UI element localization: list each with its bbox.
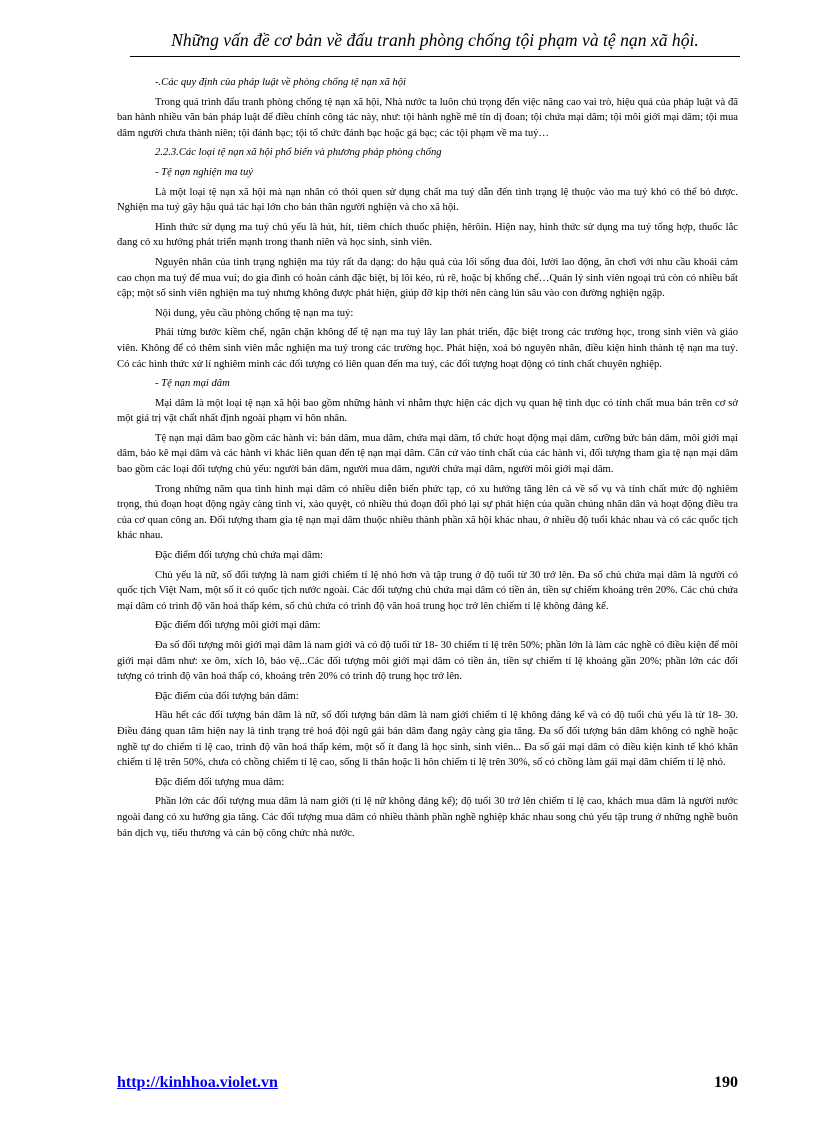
paragraph: Đa số đối tượng môi giới mại dâm là nam giới và có độ tuổi từ 18- 30 chiếm tỉ lệ trên 50%; phần lớn là làm các nghề có điều kiện để môi giới mại dâm như: xe ôm, xích lô, bảo vệ...Các đối tượng môi giới mại dâm có tiền án, tiền sự chiếm tỉ lệ khoảng gần 20%; phần lớn các đối tượng có trình độ văn hoá thấp có, khoảng trên 20% có trình độ trung học trở lên.: [117, 640, 738, 683]
section-heading: -.Các quy định của pháp luật về phòng chống tệ nạn xã hội: [155, 77, 406, 88]
website-link[interactable]: http://kinhhoa.violet.vn: [117, 1074, 278, 1091]
page-number: 190: [714, 1074, 738, 1091]
paragraph: Nội dung, yêu cầu phòng chống tệ nạn ma tuý:: [155, 307, 354, 319]
page-header: [130, 30, 740, 57]
paragraph: Đặc điểm đối tượng chủ chứa mại dâm:: [155, 550, 323, 562]
paragraph: Trong những năm qua tình hình mại dâm có nhiều diễn biến phức tạp, có xu hướng tăng lên cả về số vụ và tính chất mức độ nghiêm trọng, thủ đoạn hoạt động ngày càng tinh vi, xảo quyệt, có nhiều thủ đoạn đối phó lại sự phát hiện của quần chúng nhân dân và hoạt động điều tra của cơ quan công an. Đối tượng tham gia tệ nạn mại dâm thuộc nhiều thành phần xã hội khác nhau, ở nhiều độ tuổi khác nhau và có các quốc tịch khác nhau.: [117, 483, 738, 542]
paragraph: Phần lớn các đối tượng mua dâm là nam giới (tỉ lệ nữ không đáng kể); độ tuổi 30 trở lên chiếm tỉ lệ cao, khách mua dâm là người nước ngoài đang có xu hướng gia tăng. Các đối tượng mua dâm có nhiều thành phần nghề nghiệp khác nhau song chủ yếu tập trung ở những nghề buôn bán dịch vụ, tiểu thương và cán bộ công chức nhà nước.: [117, 796, 738, 839]
document-body: [117, 75, 738, 845]
section-heading: 2.2.3.Các loại tệ nạn xã hội phổ biến và phương pháp phòng chống: [155, 147, 442, 159]
paragraph: Hầu hết các đối tượng bán dâm là nữ, số đối tượng bán dâm là nam giới chiếm tỉ lệ không đáng kể và có độ tuổi chủ yếu là từ 18- 30. Điều đáng quan tâm hiện nay là tình trạng trẻ hoá đội ngũ gái bán dâm đang ngày càng gia tăng. Đa số đối tượng bán dâm không có nghề hoặc nghề tự do chiếm tỉ lệ cao, trình độ văn hoá thấp kém, một số ít đang là học sinh, sinh viên... Đa số gái mại dâm có điều kiện kinh tế khó khăn chiếm tỉ lệ trên 50%, chưa có chồng chiếm tỉ lệ cao, sống li thân hoặc li hôn chiếm tỉ lệ trên 30%, số có chồng làm gái mại dâm chiếm tỉ lệ nhỏ.: [117, 710, 738, 769]
paragraph: Chủ yếu là nữ, số đối tượng là nam giới chiếm tỉ lệ nhỏ hơn và tập trung ở độ tuổi từ 30 trở lên. Đa số chủ chứa mại dâm là người có quốc tịch Việt Nam, một số ít có quốc tịch nước ngoài. Các đối tượng chủ chứa mại dâm có tiền án, tiền sự chiếm khoảng trên 20%. Các chủ chứa mại dâm có trình độ văn hoá thấp kém, số chủ chứa có trình độ văn hoá trung học trở lên chiếm tỉ lệ không đáng kể.: [117, 569, 738, 612]
paragraph: Mại dâm là một loại tệ nạn xã hội bao gồm những hành vi nhằm thực hiện các dịch vụ quan hệ tình dục có tính chất mua bán trên cơ sở một giá trị vật chất nhất định ngoài phạm vi hôn nhân.: [117, 397, 738, 425]
paragraph: Trong quá trình đấu tranh phòng chống tệ nạn xã hội, Nhà nước ta luôn chú trọng đến việc nâng cao vai trò, hiệu quả của pháp luật và đã ban hành nhiều văn bản pháp luật để điều chỉnh công tác này, như: tội hành nghề mê tín dị đoan; tội chứa mại dâm; tội môi giới mại dâm; tội mua dâm người chưa thành niên; tội đánh bạc; tội tổ chức đánh bạc hoặc gá bạc; các tội phạm về ma tuý…: [117, 96, 738, 139]
paragraph: Nguyên nhân của tình trạng nghiện ma túy rất đa dạng: do hậu quả của lối sống đua đòi, lười lao động, ăn chơi với nhu cầu khoái cảm cao chọn ma tuý để mua vui; do gia đình có hoàn cảnh đặc biệt, bị lôi kéo, rủ rê, hoặc bị khống chế…Quản lý sinh viên ngoại trú còn có nhiều bất cập; một số sinh viên nghiện ma tuý nhưng không được phát hiện, giúp đỡ kịp thời nên càng lún sâu vào con đường nghiện ngập.: [117, 256, 738, 300]
paragraph: Đặc điểm đối tượng môi giới mại dâm:: [155, 620, 321, 632]
paragraph: Phải từng bước kiềm chế, ngăn chặn không để tệ nạn ma tuý lây lan phát triển, đặc biệt trong các trường học, trong sinh viên và giáo viên. Không để có thêm sinh viên mắc nghiện ma tuý trong các trường học. Phát hiện, xoá bỏ nguyên nhân, điều kiện hình thành tệ nạn ma tuý. Có các hình thức xử lí nghiêm minh các đối tượng có liên quan đến ma tuý, các đối tượng hoạt động có tính chất chuyên nghiệp.: [117, 327, 738, 370]
paragraph: Đặc điểm đối tượng mua dâm:: [155, 776, 285, 788]
header-title: Những vấn đề cơ bản về đấu tranh phòng chống tội phạm và tệ nạn xã hội.: [171, 30, 699, 50]
page-footer: [117, 1074, 738, 1098]
paragraph: Là một loại tệ nạn xã hội mà nạn nhân có thói quen sử dụng chất ma tuý dẫn đến tình trạng lệ thuộc vào ma tuý khó có thể bỏ được. Nghiện ma tuý gây hậu quả tác hại lớn cho bản thân người nghiện và cho xã hội.: [117, 186, 738, 214]
paragraph: Đặc điểm của đối tượng bán dâm:: [155, 690, 299, 702]
section-heading: - Tệ nạn nghiện ma tuý: [155, 166, 253, 178]
section-heading: - Tệ nạn mại dâm: [155, 378, 230, 390]
paragraph: Tệ nạn mại dâm bao gồm các hành vi: bán dâm, mua dâm, chứa mại dâm, tổ chức hoạt động mại dâm, cưỡng bức bán dâm, môi giới mại dâm, bảo kê mại dâm và các hành vi khác liên quan đến tệ nạn mại dâm. Căn cứ vào tính chất của các hành vi, đối tượng tham gia tệ nạn mại dâm bao gồm các loại đối tượng chủ yếu: người bán dâm, người mua dâm, người chứa mại dâm, người môi giới mại dâm.: [117, 432, 738, 476]
paragraph: Hình thức sử dụng ma tuý chủ yếu là hút, hít, tiêm chích thuốc phiện, hêrôin. Hiện nay, hình thức sử dụng ma tuý tổng hợp, thuốc lắc đang có xu hướng phát triển mạnh trong thanh niên và học sinh, sinh viên.: [117, 221, 738, 249]
